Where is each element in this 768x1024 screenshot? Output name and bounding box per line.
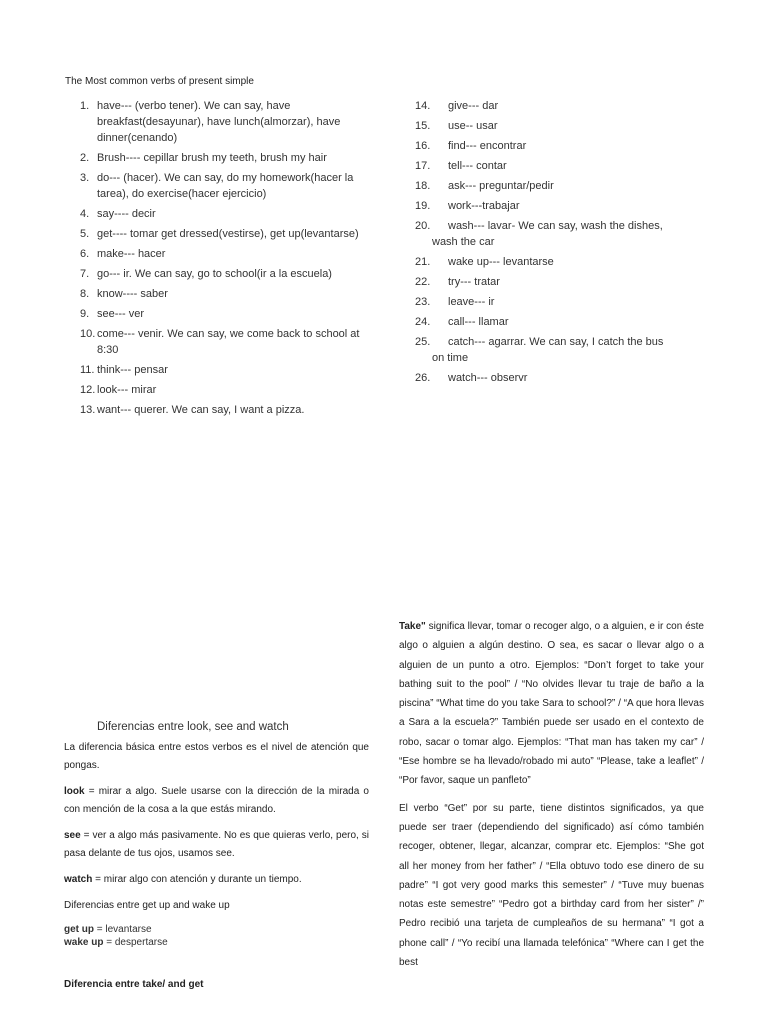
see-definition bbox=[64, 827, 369, 863]
verb-text: want--- querer. We can say, I want a pizza. bbox=[97, 404, 305, 416]
list-number: 6. bbox=[80, 248, 90, 260]
wakeup-def-text: = despertarse bbox=[103, 937, 168, 948]
list-number: 17. bbox=[415, 160, 431, 172]
list-number: 1. bbox=[80, 100, 90, 112]
verb-list-item bbox=[415, 334, 715, 366]
verb-list-item bbox=[80, 150, 380, 166]
verb-list-item bbox=[80, 402, 380, 418]
verb-text: give--- dar bbox=[448, 100, 499, 112]
verb-list-item bbox=[415, 274, 715, 290]
list-number: 20. bbox=[415, 220, 431, 232]
verb-list-item bbox=[415, 98, 715, 114]
look-term: look bbox=[64, 786, 85, 797]
verb-text: get---- tomar get dressed(vestirse), get up(levantarse) bbox=[97, 228, 359, 240]
look-see-watch-section bbox=[64, 739, 369, 949]
watch-definition bbox=[64, 871, 369, 889]
verb-list-left bbox=[80, 98, 380, 422]
verb-text: ask--- preguntar/pedir bbox=[448, 180, 554, 192]
verb-text: come--- venir. We can say, we come back to school at 8:30 bbox=[97, 328, 360, 356]
verb-text: tell--- contar bbox=[448, 160, 507, 172]
take-get-heading: Diferencia entre take/ and get bbox=[64, 979, 204, 990]
watch-def-text: = mirar algo con atención y durante un tiempo. bbox=[92, 874, 302, 885]
list-number: 15. bbox=[415, 120, 431, 132]
verb-list-item bbox=[415, 254, 715, 270]
list-number: 8. bbox=[80, 288, 90, 300]
take-text: significa llevar, tomar o recoger algo, o a alguien, e ir con éste algo o alguien a algún destino. O sea, es sacar o llevar algo o a alguien de un punto a otro. Ejemplos: “Don’t forget to take your bathing suit to the pool” / “No olvides llevar tu traje de baño a la piscina” “What time do you take Sara to school?” / “A que hora llevas a Sara a la escuela?” También puede ser usado en el contexto de robo, sacar o tomar algo. Ejemplos: “That man has taken my car” / “Ese hombre se ha llevado/robado mi auto” “Please, take a leaflet” / “Por favor, saque un panfleto” bbox=[399, 621, 704, 787]
getup-wakeup-heading: Diferencias entre get up and wake up bbox=[64, 900, 230, 911]
verb-text: watch--- observr bbox=[448, 372, 528, 384]
wakeup-term: wake up bbox=[64, 937, 104, 948]
list-number: 19. bbox=[415, 200, 431, 212]
verb-text-wrap: wash the car bbox=[432, 236, 495, 248]
verb-text: say---- decir bbox=[97, 208, 156, 220]
verb-text: catch--- agarrar. We can say, I catch the bus bbox=[448, 336, 664, 348]
look-definition bbox=[64, 783, 369, 819]
verb-text: wake up--- levantarse bbox=[448, 256, 554, 268]
getup-definition bbox=[64, 923, 369, 936]
verb-list-item bbox=[80, 98, 380, 146]
verb-text: use-- usar bbox=[448, 120, 498, 132]
verb-list-item bbox=[80, 266, 380, 282]
verb-text: call--- llamar bbox=[448, 316, 509, 328]
list-number: 2. bbox=[80, 152, 90, 164]
list-number: 18. bbox=[415, 180, 431, 192]
verb-text: wash--- lavar- We can say, wash the dishes, bbox=[448, 220, 663, 232]
verb-list-item bbox=[415, 178, 715, 194]
look-def-text: = mirar a algo. Suele usarse con la dirección de la mirada o con mención de la cosa a la que estás mirando. bbox=[64, 786, 369, 815]
see-def-text: = ver a algo más pasivamente. No es que quieras verlo, pero, si pasa delante de tus ojos, usamos see. bbox=[64, 830, 369, 859]
verb-text: do--- (hacer). We can say, do my homework(hacer la tarea), do exercise(hacer ejercicio) bbox=[97, 172, 354, 200]
verb-list-right bbox=[415, 98, 715, 390]
list-number: 14. bbox=[415, 100, 431, 112]
verb-list-item bbox=[415, 138, 715, 154]
list-number: 13. bbox=[80, 404, 96, 416]
take-get-section bbox=[399, 617, 704, 980]
list-number: 23. bbox=[415, 296, 431, 308]
verb-text: see--- ver bbox=[97, 308, 145, 320]
verb-text: leave--- ir bbox=[448, 296, 495, 308]
list-number: 3. bbox=[80, 172, 90, 184]
verb-text: think--- pensar bbox=[97, 364, 168, 376]
verb-list-item bbox=[80, 326, 380, 358]
list-number: 4. bbox=[80, 208, 90, 220]
list-number: 21. bbox=[415, 256, 431, 268]
getup-term: get up bbox=[64, 924, 94, 935]
verb-list-item bbox=[80, 306, 380, 322]
list-number: 16. bbox=[415, 140, 431, 152]
verb-list-item bbox=[80, 170, 380, 202]
verb-text: know---- saber bbox=[97, 288, 168, 300]
verb-list-item bbox=[80, 246, 380, 262]
list-number: 11. bbox=[80, 364, 95, 376]
list-number: 7. bbox=[80, 268, 90, 280]
get-paragraph: El verbo “Get” por su parte, tiene distintos significados, ya que puede ser traer (dependiendo del significado) así cómo también recoger, obtener, llegar, alcanzar, comprar etc. Ejemplos: “She got all her money from her father” / “Ella obtuvo todo ese dinero de su padre” “I got very good marks this semester” / “Tuve muy buenas notas este semestre” “Pedro got a birthday card from her sister” /” Pedro recibió una tarjeta de cumpleaños de su hermana” “I got a phone call” / “Yo recibí una llamada telefónica” “Where can I get the best bbox=[399, 802, 704, 969]
verb-text: look--- mirar bbox=[97, 384, 157, 396]
verb-list-item bbox=[415, 314, 715, 330]
list-number: 25. bbox=[415, 336, 431, 348]
verb-list-item bbox=[80, 362, 380, 378]
watch-term: watch bbox=[64, 874, 93, 885]
verb-text-wrap: on time bbox=[432, 352, 469, 364]
list-number: 26. bbox=[415, 372, 431, 384]
verb-text: work---trabajar bbox=[448, 200, 520, 212]
getup-def-text: = levantarse bbox=[94, 924, 152, 935]
take-paragraph bbox=[399, 617, 704, 791]
verb-list-item bbox=[80, 286, 380, 302]
getup-wakeup-defs bbox=[64, 923, 369, 949]
list-number: 22. bbox=[415, 276, 431, 288]
verb-list-item bbox=[80, 382, 380, 398]
verb-text: go--- ir. We can say, go to school(ir a la escuela) bbox=[97, 268, 332, 280]
verb-list-item bbox=[415, 158, 715, 174]
verb-text: Brush---- cepillar brush my teeth, brush my hair bbox=[97, 152, 327, 164]
verb-list-item bbox=[80, 206, 380, 222]
verb-text: try--- tratar bbox=[448, 276, 500, 288]
verb-list-item bbox=[415, 118, 715, 134]
list-number: 5. bbox=[80, 228, 90, 240]
verb-list-item bbox=[415, 294, 715, 310]
list-number: 24. bbox=[415, 316, 431, 328]
take-term: Take" bbox=[399, 621, 426, 632]
list-number: 10. bbox=[80, 328, 96, 340]
see-term: see bbox=[64, 830, 81, 841]
verb-text: have--- (verbo tener). We can say, have breakfast(desayunar), have lunch(almorzar), have dinner(cenando) bbox=[97, 100, 341, 144]
verb-list-item bbox=[415, 370, 715, 386]
intro-paragraph: La diferencia básica entre estos verbos es el nivel de atención que pongas. bbox=[64, 742, 369, 771]
list-number: 9. bbox=[80, 308, 90, 320]
verb-list-item bbox=[415, 198, 715, 214]
look-see-watch-heading: Diferencias entre look, see and watch bbox=[97, 721, 289, 733]
verb-text: make--- hacer bbox=[97, 248, 166, 260]
list-number: 12. bbox=[80, 384, 96, 396]
verb-list-item bbox=[415, 218, 715, 250]
wakeup-definition bbox=[64, 936, 369, 949]
verb-text: find--- encontrar bbox=[448, 140, 527, 152]
document-title: The Most common verbs of present simple bbox=[65, 76, 254, 87]
verb-list-item bbox=[80, 226, 380, 242]
